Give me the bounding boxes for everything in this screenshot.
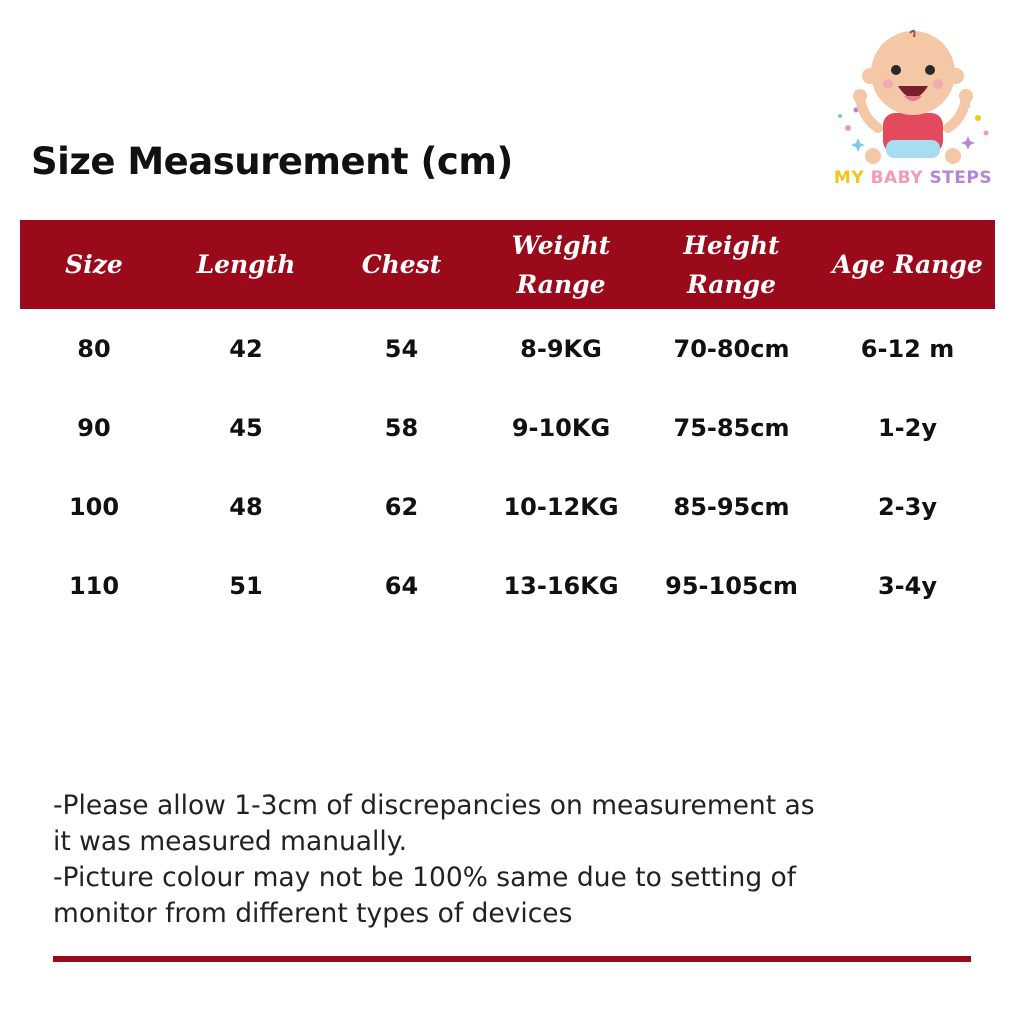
- header-weight-range: Weight Range: [511, 230, 611, 299]
- cell-age-range: 2-3y: [877, 492, 937, 521]
- note-line: -Please allow 1-3cm of discrepancies on measurement as: [53, 790, 815, 821]
- header-chest: Chest: [361, 250, 442, 279]
- size-table: [20, 220, 995, 625]
- table-row: [20, 388, 995, 467]
- cell-height-range: 70-80cm: [673, 334, 790, 363]
- cell-size: 100: [68, 492, 120, 521]
- cell-length: 42: [229, 334, 263, 363]
- cell-length: 48: [229, 492, 263, 521]
- cell-chest: 64: [384, 571, 419, 600]
- cell-age-range: 6-12 m: [860, 334, 955, 363]
- cell-weight-range: 10-12KG: [503, 492, 619, 521]
- cell-weight-range: 13-16KG: [503, 571, 619, 600]
- header-height-range: Height Range: [683, 230, 780, 299]
- logo-wordmark: [818, 168, 1008, 188]
- table-row: [20, 467, 995, 546]
- cell-weight-range: 8-9KG: [520, 334, 602, 363]
- cell-chest: 58: [384, 413, 419, 442]
- disclaimer-notes: [53, 788, 983, 932]
- cell-chest: 54: [384, 334, 419, 363]
- cell-height-range: 85-95cm: [673, 492, 790, 521]
- cell-size: 110: [68, 571, 120, 600]
- cell-age-range: 1-2y: [877, 413, 937, 442]
- note-line: -Picture colour may not be 100% same due to setting of: [53, 862, 797, 893]
- my-baby-steps-logo: [818, 18, 1008, 208]
- cell-height-range: 95-105cm: [665, 571, 798, 600]
- header-length: Length: [196, 250, 296, 279]
- cell-length: 51: [229, 571, 263, 600]
- cell-chest: 62: [384, 492, 419, 521]
- logo-word-baby: BABY: [870, 168, 924, 188]
- cell-age-range: 3-4y: [877, 571, 937, 600]
- cell-height-range: 75-85cm: [673, 413, 790, 442]
- cell-weight-range: 9-10KG: [511, 413, 611, 442]
- table-header: [20, 220, 995, 309]
- cell-size: 80: [77, 334, 111, 363]
- logo-word-my: MY: [833, 168, 865, 188]
- page-title: Size Measurement (cm): [31, 140, 513, 183]
- note-line: monitor from different types of devices: [53, 898, 573, 929]
- header-size: Size: [65, 250, 123, 279]
- bottom-divider: [53, 956, 971, 962]
- logo-word-steps: STEPS: [929, 168, 993, 188]
- cell-length: 45: [229, 413, 263, 442]
- cell-size: 90: [77, 413, 111, 442]
- note-line: it was measured manually.: [53, 826, 408, 857]
- header-age-range: Age Range: [832, 250, 983, 279]
- table-row: [20, 546, 995, 625]
- baby-mascot-icon: [818, 18, 1008, 168]
- table-row: [20, 309, 995, 388]
